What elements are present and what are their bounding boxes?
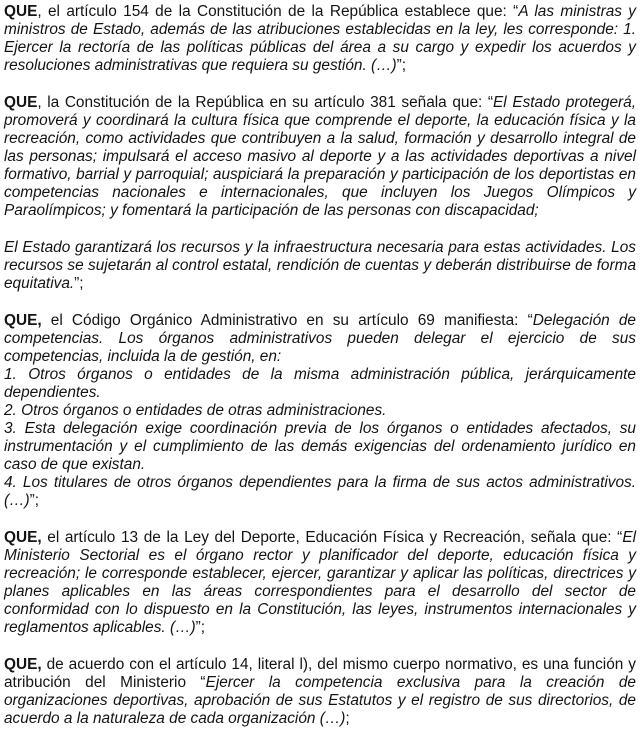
- quoted-text: A las ministras y ministros de Estado, además de las atribuciones establecidas en la ley, les corresponde: 1. Ejercer la rectoría de las políticas públicas del área a su cargo y expedir los acuerdos y resoluciones administrativas que requiera su gestión. (…): [4, 3, 637, 74]
- paragraph-text: de acuerdo con el artículo 14, literal l), del mismo cuerpo normativo, es una función y atribución del Ministerio “: [4, 656, 636, 691]
- paragraph-text: , el artículo 154 de la Constitución de la República establece que: “: [37, 3, 519, 20]
- list-item: 3. Esta delegación exige coordinación previa de los órganos o entidades afectados, su instrumentación y el cumplimiento de las demás exigencias del ordenamiento jurídico en caso de que existan.: [4, 420, 636, 473]
- document-page: [4, 3, 636, 728]
- que-keyword: QUE,: [4, 312, 42, 329]
- paragraph-closing: ”;: [396, 57, 407, 74]
- paragraph-intro: [4, 312, 636, 366]
- quoted-text: Ejercer la competencia exclusiva para la creación de organizaciones deportivas, aprobación de sus Estatutos y el registro de sus directorios, de acuerdo a la naturaleza de cada organización (…): [4, 674, 636, 727]
- paragraph-text: el artículo 13 de la Ley del Deporte, Educación Física y Recreación, señala que: “: [41, 529, 623, 546]
- paragraph-article-69: [4, 312, 636, 510]
- list-item: 2. Otros órganos o entidades de otras administraciones.: [4, 402, 387, 419]
- paragraph-article-13: [4, 529, 636, 637]
- list-item: 1. Otros órganos o entidades de la misma administración pública, jerárquicamente dependientes.: [4, 366, 636, 401]
- quoted-text: El Estado protegerá, promoverá y coordinará la cultura física que comprende el deporte, la educación física y la recreación, como actividades que contribuyen a la salud, formación y desarrollo integral de las personas; impulsará el acceso masivo al deporte y a las actividades deportivas a nivel formativo, barrial y parroquial; auspiciará la preparación y participación de los deportistas en competencias nacionales e internacionales, que incluyen los Juegos Olímpicos y Paraolímpicos; y fomentará la participación de las personas con discapacidad;: [4, 94, 636, 219]
- quoted-text: Delegación de competencias. Los órganos administrativos pueden delegar el ejercicio de sus competencias, incluida la de gestión, en:: [4, 312, 636, 365]
- quoted-text: El Estado garantizará los recursos y la infraestructura necesaria para estas actividades. Los recursos se sujetarán al control estatal, rendición de cuentas y deberán distribuirse de forma equitativa.: [4, 239, 636, 292]
- que-keyword: QUE,: [4, 656, 42, 673]
- paragraph-closing: ;: [345, 710, 350, 727]
- que-keyword: QUE: [4, 3, 38, 20]
- que-keyword: QUE: [4, 94, 38, 111]
- list-item: [4, 474, 636, 510]
- paragraph-article-14: [4, 656, 636, 728]
- paragraph-article-154: [4, 3, 636, 75]
- que-keyword: QUE,: [4, 529, 42, 546]
- paragraph-article-381: [4, 94, 636, 220]
- paragraph-closing: ”;: [29, 492, 40, 509]
- paragraph-closing: ”;: [74, 275, 84, 292]
- list-item-text: 4. Los titulares de otros órganos dependientes para la firma de sus actos administrativos. (…): [4, 474, 636, 509]
- quoted-text: El Ministerio Sectorial es el órgano rector y planificador del deporte, educación física y recreación; le corresponde establecer, ejercer, garantizar y aplicar las políticas, directrices y planes aplicables en las áreas correspondientes para el desarrollo del sector de conformidad con lo dispuesto en la Constitución, las leyes, instrumentos internacionales y reglamentos aplicables. (…): [4, 529, 636, 636]
- paragraph-text: , la Constitución de la República en su artículo 381 señala que: “: [37, 94, 494, 111]
- paragraph-closing: ”;: [195, 619, 206, 636]
- paragraph-estado-garantizara: [4, 239, 636, 293]
- paragraph-text: el Código Orgánico Administrativo en su artículo 69 manifiesta: “: [41, 312, 533, 329]
